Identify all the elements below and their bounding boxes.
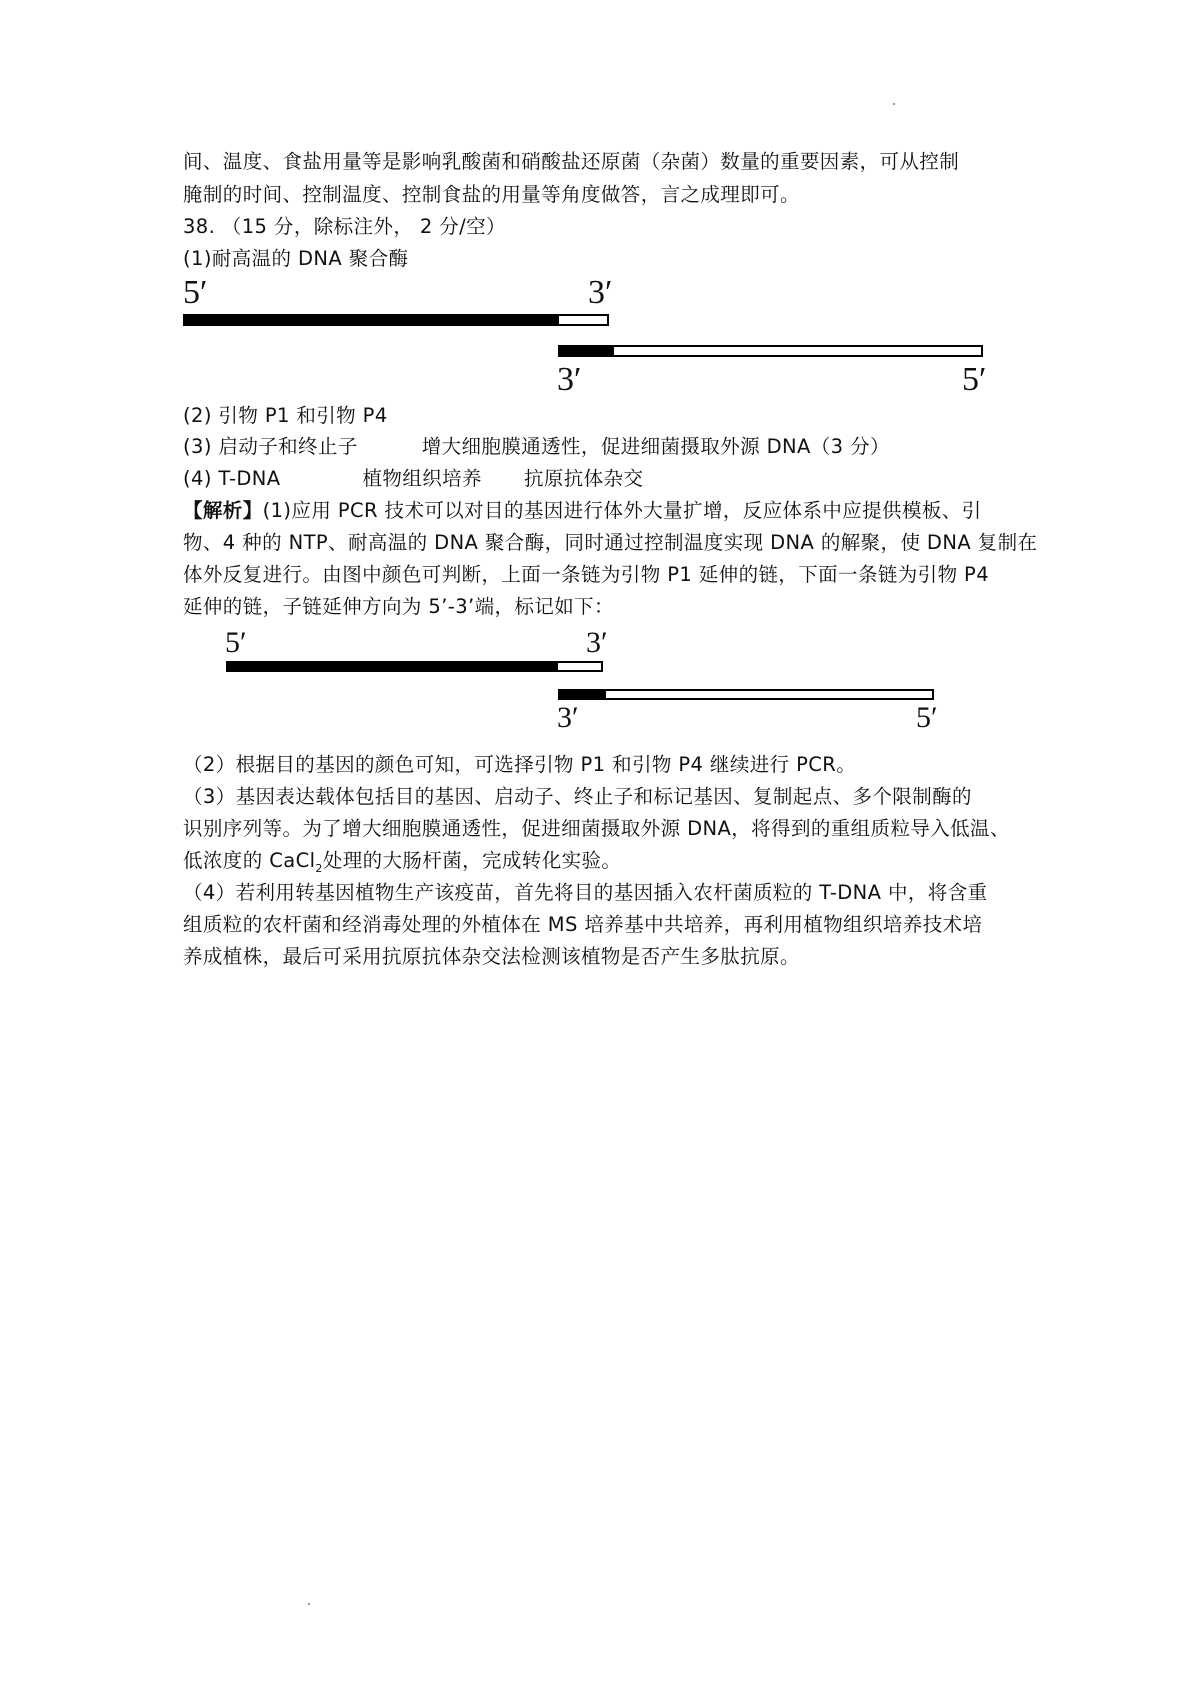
analysis-tag: 【解析】: [183, 499, 263, 522]
answer-3-part-1: (3) 启动子和终止子: [183, 435, 358, 458]
paragraph-3-line-3: [183, 848, 1033, 882]
answer-4-part-2: 植物组织培养: [362, 467, 482, 490]
analysis-line-1: [183, 498, 1033, 524]
analysis-line-4: 延伸的链，子链延伸方向为 5’-3’端，标记如下：: [183, 595, 614, 618]
diagram1-label-top-right: 3′: [588, 274, 613, 311]
paragraph-3-post: 处理的大肠杆菌，完成转化实验。: [322, 849, 622, 872]
answer-2: (2) 引物 P1 和引物 P4: [183, 404, 388, 427]
diagram2-label-bottom-left: 3′: [557, 701, 579, 734]
answer-1: (1)耐高温的 DNA 聚合酶: [183, 247, 409, 270]
paragraph-4-line-2: 组质粒的农杆菌和经消毒处理的外植体在 MS 培养基中共培养，再利用植物组织培养技术培: [183, 913, 983, 936]
diagram1-bottom-strand-template: [612, 345, 983, 357]
diagram1-label-bottom-left: 3′: [557, 361, 582, 398]
diagram2-bottom-strand-template: [604, 689, 934, 700]
paragraph-4-line-3: 养成植株，最后可采用抗原抗体杂交法检测该植物是否产生多肽抗原。: [183, 945, 800, 968]
diagram1-top-strand-primer: [557, 314, 609, 326]
diagram2-top-strand-primer: [556, 661, 603, 672]
answer-3: [183, 434, 1033, 460]
diagram1-label-top-left: 5′: [183, 274, 208, 311]
diagram1-top-strand-template: [183, 314, 559, 326]
text-line-1: 间、温度、食盐用量等是影响乳酸菌和硝酸盐还原菌（杂菌）数量的重要因素，可从控制: [183, 150, 960, 173]
scan-speck-top: [893, 103, 895, 105]
diagram1-label-bottom-right: 5′: [962, 361, 987, 398]
scan-speck-bottom: [308, 1603, 310, 1605]
analysis-line-2: 物、4 种的 NTP、耐高温的 DNA 聚合酶，同时通过控制温度实现 DNA 的解聚，使 DNA 复制在: [183, 531, 1038, 554]
analysis-text-1: (1)应用 PCR 技术可以对目的基因进行体外大量扩增，反应体系中应提供模板、引: [262, 499, 982, 522]
answer-3-part-2: 增大细胞膜通透性，促进细菌摄取外源 DNA（3 分）: [421, 435, 890, 458]
answer-4-part-1: (4) T-DNA: [183, 467, 281, 490]
answer-4: [183, 466, 1033, 492]
paragraph-3-line-2: 识别序列等。为了增大细胞膜通透性，促进细菌摄取外源 DNA，将得到的重组质粒导入低温、: [183, 817, 1010, 840]
paragraph-4-line-1: （4）若利用转基因植物生产该疫苗，首先将目的基因插入农杆菌质粒的 T-DNA 中，将含重: [183, 881, 988, 904]
diagram2-label-top-right: 3′: [586, 626, 608, 659]
answer-4-part-3: 抗原抗体杂交: [523, 467, 644, 490]
question-header: 38. （15 分，除标注外， 2 分/空）: [183, 215, 506, 238]
diagram2-label-top-left: 5′: [225, 626, 247, 659]
paragraph-3-line-1: （3）基因表达载体包括目的基因、启动子、终止子和标记基因、复制起点、多个限制酶的: [183, 785, 972, 808]
diagram1-bottom-strand-primer: [558, 345, 614, 357]
diagram2-top-strand-template: [226, 661, 559, 672]
text-line-2: 腌制的时间、控制温度、控制食盐的用量等角度做答，言之成理即可。: [183, 183, 800, 206]
diagram2-label-bottom-right: 5′: [916, 701, 938, 734]
diagram2-bottom-strand-primer: [558, 689, 606, 700]
analysis-line-3: 体外反复进行。由图中颜色可判断，上面一条链为引物 P1 延伸的链，下面一条链为引物 P4: [183, 563, 990, 586]
paragraph-2: （2）根据目的基因的颜色可知，可选择引物 P1 和引物 P4 继续进行 PCR。: [183, 753, 857, 776]
paragraph-3-subscript: 2: [315, 861, 323, 875]
paragraph-3-pre: 低浓度的 CaCl: [183, 849, 316, 872]
